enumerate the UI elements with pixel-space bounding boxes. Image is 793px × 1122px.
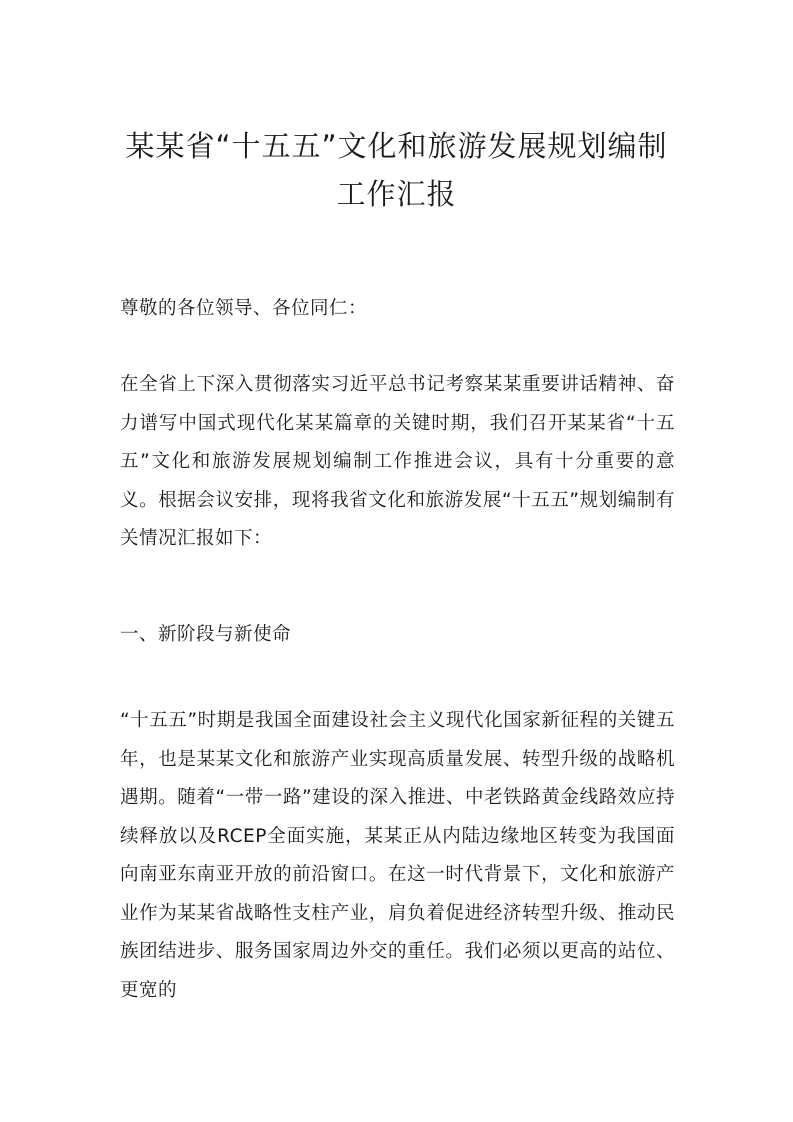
document-title-line-2: 工作汇报 [336, 177, 457, 211]
document-title-line-1: 某某省“十五五”文化和旅游发展规划编制 [125, 129, 668, 163]
paragraph-section-1: “十五五”时期是我国全面建设社会主义现代化国家新征程的关键五年，也是某某文化和旅游产业实现高质量发展、转型升级的战略机遇期。随着“一带一路”建设的深入推进、中老铁路黄金线路效应持续释放以及RCEP全面实施，某某正从内陆边缘地区转变为我国面向南亚东南亚开放的前沿窗口。在这一时代背景下，文化和旅游产业作为某某省战略性支柱产业，肩负着促进经济转型升级、推动民族团结进步、服务国家周边外交的重任。我们必须以更高的站位、更宽的 [120, 710, 675, 1001]
section-heading-1: 一、新阶段与新使命 [120, 624, 292, 645]
paragraph-intro: 在全省上下深入贯彻落实习近平总书记考察某某重要讲话精神、奋力谱写中国式现代化某某篇章的关键时期，我们召开某某省“十五五”文化和旅游发展规划编制工作推进会议，具有十分重要的意义。根据会议安排，现将我省文化和旅游发展“十五五”规划编制有关情况汇报如下： [120, 374, 675, 549]
salutation: 尊敬的各位领导、各位同仁： [120, 298, 368, 319]
